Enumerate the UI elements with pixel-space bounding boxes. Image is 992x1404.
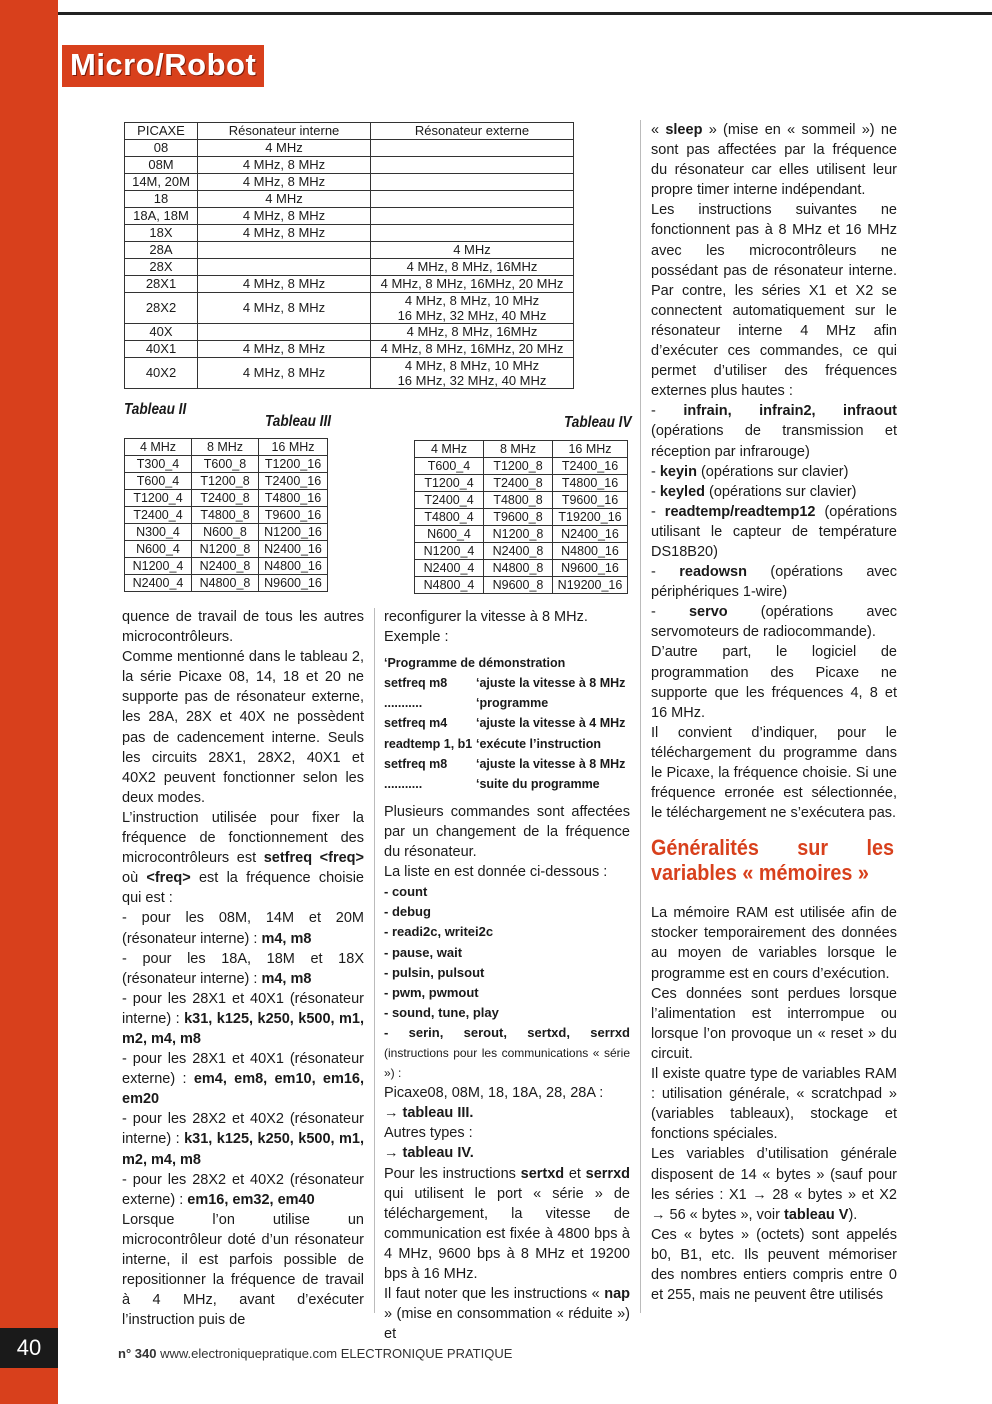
table-cell — [198, 259, 371, 276]
column-divider — [374, 608, 375, 1313]
table-cell: T4800_16 — [259, 490, 328, 507]
list-item: - pour les 28X1 et 40X1 (résonateur externe) : em4, em8, em10, em16, em20 — [122, 1051, 365, 1108]
table-cell: N2400_8 — [484, 543, 553, 560]
column-divider — [640, 120, 641, 1313]
table-cell: N4800_16 — [553, 543, 628, 560]
table-cell: T1200_4 — [125, 490, 192, 507]
command-item: - debug — [384, 904, 431, 920]
paragraph: → tableau IV. — [384, 1145, 474, 1162]
table-row — [125, 174, 574, 191]
table-cell: 14M, 20M — [125, 174, 198, 191]
table-cell: 4 MHz — [198, 191, 371, 208]
table-row — [125, 225, 574, 242]
table1-header: Résonateur externe — [371, 123, 574, 140]
table-cell: N1200_4 — [415, 543, 484, 560]
list-item: - pour les 08M, 14M et 20M (résonateur interne) : m4, m8 — [122, 910, 364, 947]
command-item: - pulsin, pulsout — [384, 964, 485, 980]
table-cell: 28X1 — [125, 276, 198, 293]
paragraph: Picaxe08, 08M, 18, 18A, 28, 28A : — [384, 1085, 604, 1102]
table-cell: N9600_16 — [553, 560, 628, 577]
table-cell: T2400_16 — [259, 473, 328, 490]
table-row — [125, 293, 574, 324]
table-cell — [198, 242, 371, 259]
table-cell: 18X — [125, 225, 198, 242]
table-row — [125, 507, 328, 524]
table-row — [415, 492, 628, 509]
table-cell: N1200_8 — [192, 541, 259, 558]
paragraph: → tableau III. — [384, 1105, 474, 1122]
table3-header: 4 MHz — [125, 439, 192, 456]
list-item: - readtemp/readtemp12 (opérations utilisant le capteur de température DS18B20) — [651, 503, 898, 560]
table-cell: T2400_4 — [415, 492, 484, 509]
table3-header: 16 MHz — [259, 439, 328, 456]
table-cell: N300_4 — [125, 524, 192, 541]
code-line — [384, 693, 630, 713]
command-list — [384, 882, 630, 1023]
table-cell: N4800_8 — [484, 560, 553, 577]
table-cell: T4800_4 — [415, 509, 484, 526]
table-cell: T2400_8 — [192, 490, 259, 507]
table-cell: 40X1 — [125, 341, 198, 358]
table-cell: T1200_16 — [259, 456, 328, 473]
table-cell: T600_4 — [415, 458, 484, 475]
table-cell: T9600_16 — [259, 507, 328, 524]
baud-table-iv — [414, 440, 628, 594]
table-row — [125, 341, 574, 358]
command-item: - sound, tune, play — [384, 1004, 499, 1020]
table-cell: 40X2 — [125, 358, 198, 389]
code-command: readtemp 1, b1 — [384, 736, 473, 751]
table-row — [125, 259, 574, 276]
paragraph: Lorsque l’on utilise un microcontrôleur doté d’un résonateur interne, il est parfois possible de repositionner la fréquence de travail à 4 MHz, avant d’exécuter l’instruction puis de — [122, 1211, 364, 1329]
column-1 — [122, 607, 364, 1330]
paragraph: La mémoire RAM est utilisée afin de stocker temporairement des données au moyen de variables lorsque le programme est en cours d’exécution. — [651, 905, 897, 982]
footer — [118, 1346, 512, 1361]
table-cell — [371, 208, 574, 225]
table-cell: 4 MHz, 8 MHz — [198, 341, 371, 358]
code-line — [384, 754, 630, 774]
table-cell — [371, 174, 574, 191]
table-cell: N1200_8 — [484, 526, 553, 543]
table2-label: Tableau II — [124, 401, 187, 418]
table-row — [125, 575, 328, 592]
code-comment: ‘suite du programme — [476, 776, 600, 791]
table-cell: T600_8 — [192, 456, 259, 473]
table-cell: N2400_16 — [553, 526, 628, 543]
paragraph: Ces « bytes » (octets) sont appelés b0, B1, etc. Ils peuvent mémoriser des nombres entiers compris entre 0 et 255, mais ne peuvent être utilisés — [651, 1226, 897, 1304]
baud-table-iii — [124, 438, 328, 592]
command-item: - pause, wait — [384, 944, 463, 960]
table-cell: 4 MHz, 8 MHz, 16MHz — [371, 324, 574, 341]
table-cell: 08 — [125, 140, 198, 157]
table-cell: T2400_8 — [484, 475, 553, 492]
table-cell: 18 — [125, 191, 198, 208]
table-cell: T1200_8 — [484, 458, 553, 475]
table-cell: N9600_16 — [259, 575, 328, 592]
table-cell: N2400_16 — [259, 541, 328, 558]
list-item: - keyled (opérations sur clavier) — [651, 483, 857, 500]
table-cell: 4 MHz, 8 MHz, 16MHz — [371, 259, 574, 276]
table-row — [125, 473, 328, 490]
table-cell: T600_4 — [125, 473, 192, 490]
table-cell — [371, 191, 574, 208]
table-row — [415, 475, 628, 492]
code-command: setfreq m4 — [384, 716, 448, 731]
footer-text: www.electroniquepratique.com ELECTRONIQUE PRATIQUE — [156, 1346, 513, 1361]
table-cell: 4 MHz, 8 MHz, 10 MHz 16 MHz, 32 MHz, 40 MHz — [371, 358, 574, 389]
table-cell: 4 MHz, 8 MHz, 16MHz, 20 MHz — [371, 276, 574, 293]
table-cell: 4 MHz — [198, 140, 371, 157]
table-row — [125, 524, 328, 541]
table-cell: 4 MHz, 8 MHz, 16MHz, 20 MHz — [371, 341, 574, 358]
list-item: - pour les 28X1 et 40X1 (résonateur interne) : k31, k125, k250, k500, m1, m2, m4, m8 — [122, 990, 364, 1047]
table-row — [415, 458, 628, 475]
table-row — [125, 541, 328, 558]
table1-header: PICAXE — [125, 123, 198, 140]
table-cell: 28X — [125, 259, 198, 276]
code-title: ‘Programme de démonstration — [384, 656, 566, 671]
paragraph: Les variables d’utilisation générale disposent de 14 « bytes » (sauf pour les séries : X1 → 28 « bytes » et X2 → 56 « bytes », voir tableau V). — [651, 1146, 897, 1223]
code-command: setfreq m8 — [384, 676, 448, 691]
code-comment: ‘ajuste la vitesse à 8 MHz — [476, 756, 626, 771]
code-command: ........... — [384, 776, 423, 791]
table-cell: 4 MHz — [371, 242, 574, 259]
table-row — [415, 560, 628, 577]
command-item: - pwm, pwmout — [384, 984, 479, 1000]
top-rule — [58, 12, 992, 15]
table-cell: T4800_16 — [553, 475, 628, 492]
table-cell: N2400_8 — [192, 558, 259, 575]
list-item: - readowsn (opérations avec périphériques 1-wire) — [651, 564, 897, 601]
list-item: - pour les 18A, 18M et 18X (résonateur interne) : m4, m8 — [122, 950, 364, 987]
paragraph: Autres types : — [384, 1125, 473, 1142]
code-command: setfreq m8 — [384, 756, 448, 771]
table-cell: N9600_8 — [484, 577, 553, 594]
paragraph: La liste en est donnée ci-dessous : — [384, 864, 608, 881]
table1-header: Résonateur interne — [198, 123, 371, 140]
table-cell: 40X — [125, 324, 198, 341]
paragraph: « sleep » (mise en « sommeil ») ne sont pas affectées par la fréquence du résonateur car elles utilisent leur propre timer interne indépendant. — [651, 122, 898, 199]
code-comment: ‘exécute l’instruction — [476, 736, 602, 751]
list-item: - pour les 28X2 et 40X2 (résonateur interne) : k31, k125, k250, k500, m1, m2, m4, m8 — [122, 1111, 364, 1168]
table-cell: N600_8 — [192, 524, 259, 541]
table-cell: T1200_8 — [192, 473, 259, 490]
table-cell: N4800_16 — [259, 558, 328, 575]
table-cell: N2400_4 — [415, 560, 484, 577]
table-cell: N2400_4 — [125, 575, 192, 592]
table-cell: 18A, 18M — [125, 208, 198, 225]
code-line — [384, 673, 630, 693]
section-heading: Généralités sur les variables « mémoires » — [651, 835, 894, 886]
table-row — [125, 490, 328, 507]
paragraph: Il faut noter que les instructions « nap » (mise en consommation « réduite ») et — [384, 1286, 630, 1343]
table-cell — [371, 157, 574, 174]
table-row — [125, 456, 328, 473]
table-cell: 4 MHz, 8 MHz — [198, 225, 371, 242]
table-cell: 4 MHz, 8 MHz, 10 MHz 16 MHz, 32 MHz, 40 MHz — [371, 293, 574, 324]
code-line — [384, 774, 630, 794]
table-cell: N19200_16 — [553, 577, 628, 594]
table-row — [125, 191, 574, 208]
table-cell — [371, 225, 574, 242]
table-cell: T2400_4 — [125, 507, 192, 524]
column-2 — [384, 607, 630, 1344]
table-cell: N600_4 — [415, 526, 484, 543]
table-cell: 28X2 — [125, 293, 198, 324]
command-item: - readi2c, writei2c — [384, 924, 494, 940]
table-row — [415, 577, 628, 594]
table-cell: N600_4 — [125, 541, 192, 558]
table-row — [125, 276, 574, 293]
paragraph: Plusieurs commandes sont affectées par un changement de la fréquence du résonateur. — [384, 803, 630, 861]
paragraph: Les instructions suivantes ne fonctionnent pas à 8 MHz et 16 MHz avec les microcontrôleurs ne possédant pas de résonateur interne. Par contre, les séries X1 et X2 se connectent automatiquement sur le résonateur interne 4 MHz afin d’exécuter ces commandes, ce qui permet d’utiliser des fréquences externes plus hautes : — [651, 202, 897, 400]
paragraph: Pour les instructions sertxd et serrxd qui utilisent le port « série » de téléchargement, la vitesse de communication est fixée à 4800 bps à 4 MHz, 9600 bps à 8 MHz et 19200 bps à 16 MHz. — [384, 1165, 630, 1282]
table-cell: 4 MHz, 8 MHz — [198, 358, 371, 389]
table4-header: 8 MHz — [484, 441, 553, 458]
list-item: - servo (opérations avec servomoteurs de radiocommande). — [651, 604, 898, 641]
table-row — [125, 324, 574, 341]
paragraph: Comme mentionné dans le tableau 2, la série Picaxe 08, 14, 18 et 20 ne supporte pas de résonateur externe, les 28A, 28X et 40X ne possèdent pas de cadencement interne. Seuls les circuits 28X1, 28X2, 40X1 et 40X2 peuvent fonctionner selon les deux modes. — [122, 649, 364, 806]
page-number: 40 — [0, 1328, 58, 1368]
list-item: - serin, serout, sertxd, serrxd (instructions pour les communications « série ») : — [384, 1024, 630, 1081]
issue-number: n° 340 — [118, 1346, 157, 1361]
section-title: Micro/Robot — [62, 45, 264, 87]
list-item: - keyin (opérations sur clavier) — [651, 463, 849, 480]
code-line — [384, 734, 630, 754]
table-cell: N1200_16 — [259, 524, 328, 541]
paragraph: quence de travail de tous les autres microcontrôleurs. — [122, 609, 364, 646]
table-cell: T1200_4 — [415, 475, 484, 492]
table-cell: 28A — [125, 242, 198, 259]
table-row — [415, 543, 628, 560]
table4-header: 16 MHz — [553, 441, 628, 458]
table-cell: 4 MHz, 8 MHz — [198, 157, 371, 174]
code-example — [384, 653, 630, 794]
paragraph: Il convient d’indiquer, pour le téléchargement du programme dans le Picaxe, la fréquence choisie. Si une fréquence erronée est sélectionnée, le téléchargement ne s’exécutera pas. — [651, 724, 897, 822]
code-comment: ‘ajuste la vitesse à 4 MHz — [476, 716, 626, 731]
page-side-band — [0, 0, 58, 1404]
table-cell: N4800_8 — [192, 575, 259, 592]
table-cell: T300_4 — [125, 456, 192, 473]
table-cell: 08M — [125, 157, 198, 174]
list-item: - pour les 28X2 et 40X2 (résonateur externe) : em16, em32, em40 — [122, 1171, 364, 1208]
column-3 — [651, 120, 897, 1305]
table-row — [125, 558, 328, 575]
paragraph: Il existe quatre type de variables RAM : utilisation générale, « scratchpad » (variables tableaux), stockage et fonctions spéciales. — [651, 1066, 897, 1143]
table-cell — [198, 324, 371, 341]
table-cell: N1200_4 — [125, 558, 192, 575]
table-cell: T2400_16 — [553, 458, 628, 475]
table-row — [125, 358, 574, 389]
table-row — [415, 526, 628, 543]
table3-header: 8 MHz — [192, 439, 259, 456]
table-cell: N4800_4 — [415, 577, 484, 594]
table-cell: T19200_16 — [553, 509, 628, 526]
code-comment: ‘programme — [476, 696, 549, 711]
paragraph: reconfigurer la vitesse à 8 MHz. — [384, 609, 588, 625]
paragraph: Ces données sont perdues lorsque l’alimentation est interrompue ou lorsque l’on provoque un « reset » du circuit. — [651, 985, 897, 1062]
table-row — [125, 208, 574, 225]
table-row — [125, 157, 574, 174]
code-comment: ‘ajuste la vitesse à 8 MHz — [476, 676, 626, 691]
command-item: - count — [384, 884, 428, 900]
table-row — [125, 242, 574, 259]
table-cell: 4 MHz, 8 MHz — [198, 293, 371, 324]
table-cell: T4800_8 — [192, 507, 259, 524]
paragraph: Exemple : — [384, 629, 449, 646]
paragraph: D’autre part, le logiciel de programmation des Picaxe ne supporte que les fréquences 4, 8 et 16 MHz. — [651, 644, 897, 721]
table-cell: T9600_8 — [484, 509, 553, 526]
table-cell — [371, 140, 574, 157]
table-cell: T4800_8 — [484, 492, 553, 509]
resonator-table — [124, 122, 574, 389]
table-row — [415, 509, 628, 526]
table3-label: Tableau III — [265, 413, 332, 430]
code-line — [384, 713, 630, 733]
paragraph: L’instruction utilisée pour fixer la fréquence de fonctionnement des microcontrôleurs est setfreq <freq> où <freq> est la fréquence choisie qui est : — [122, 809, 364, 907]
table4-header: 4 MHz — [415, 441, 484, 458]
table4-label: Tableau IV — [564, 414, 632, 431]
table-cell: T9600_16 — [553, 492, 628, 509]
code-command: ........... — [384, 696, 423, 711]
table-cell: 4 MHz, 8 MHz — [198, 174, 371, 191]
table-cell: 4 MHz, 8 MHz — [198, 276, 371, 293]
table-cell: 4 MHz, 8 MHz — [198, 208, 371, 225]
list-item: - infrain, infrain2, infraout (opérations de transmission et réception par infrarouge) — [651, 403, 898, 460]
table-row — [125, 140, 574, 157]
